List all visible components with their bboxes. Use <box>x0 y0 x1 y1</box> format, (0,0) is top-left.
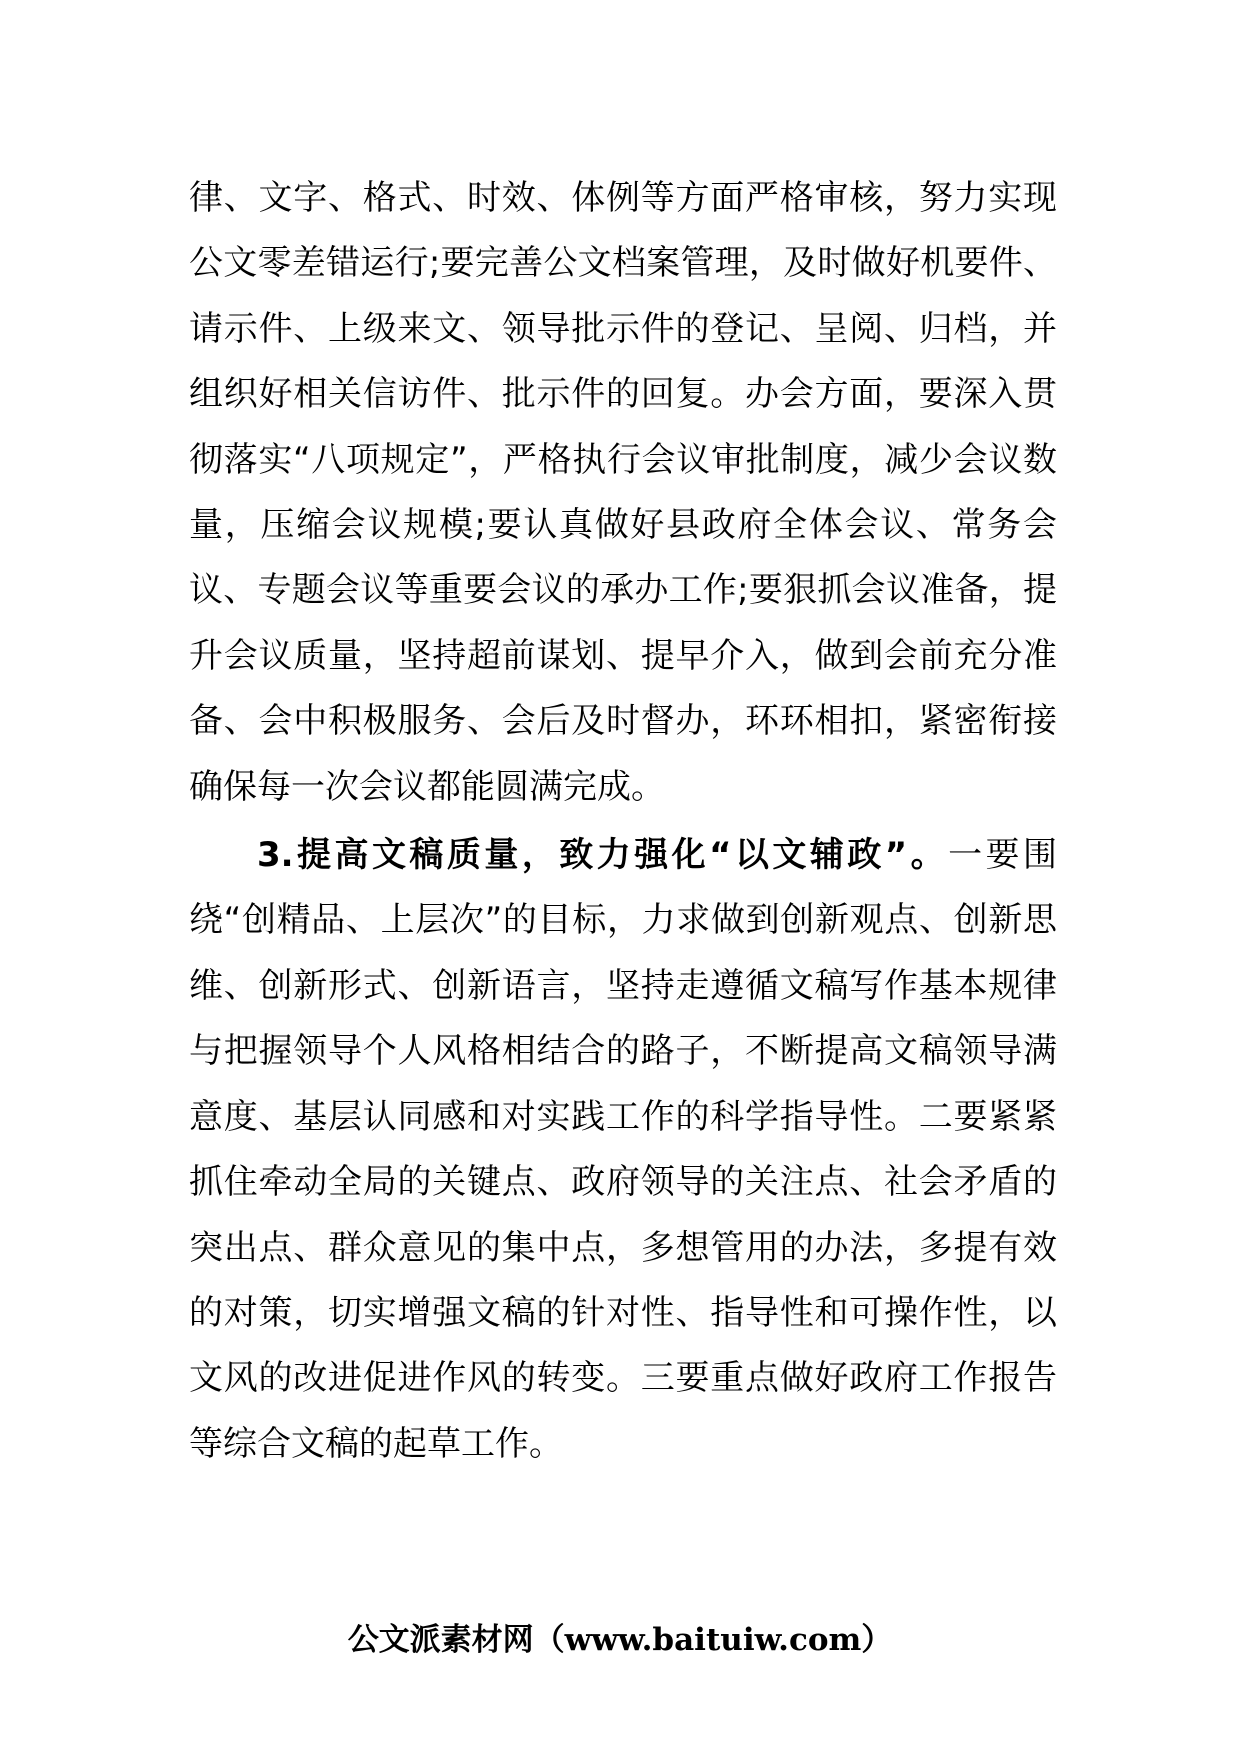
paragraph-heading: 3.提高文稿质量，致力强化“以文辅政”。 <box>257 835 949 876</box>
paragraph-body: 一要围绕“创精品、上层次”的目标，力求做到创新观点、创新思维、创新形式、创新语言，坚持走遵循文稿写作基本规律与把握领导个人风格相结合的路子，不断提高文稿领导满意度、基层认同感和对实践工作的科学指导性。二要紧紧抓住牵动全局的关键点、政府领导的关注点、社会矛盾的突出点、群众意见的集中点，多想管用的办法，多提有效的对策，切实增强文稿的针对性、指导性和可操作性，以文风的改进促进作风的转变。三要重点做好政府工作报告等综合文稿的起草工作。 <box>189 835 1058 1464</box>
paragraph-meeting-work: 律、文字、格式、时效、体例等方面严格审核，努力实现公文零差错运行;要完善公文档案管理，及时做好机要件、请示件、上级来文、领导批示件的登记、呈阅、归档，并组织好相关信访件、批示件的回复。办会方面，要深入贯彻落实“八项规定”，严格执行会议审批制度，减少会议数量，压缩会议规模;要认真做好县政府全体会议、常务会议、专题会议等重要会议的承办工作;要狠抓会议准备，提升会议质量，坚持超前谋划、提早介入，做到会前充分准备、会中积极服务、会后及时督办，环环相扣，紧密衔接确保每一次会议都能圆满完成。 <box>189 178 1057 807</box>
footer-watermark: 公文派素材网（www.baituiw.com） <box>347 1622 893 1658</box>
document-body <box>189 166 1057 1477</box>
paragraph-manuscript-quality <box>189 823 1057 1477</box>
